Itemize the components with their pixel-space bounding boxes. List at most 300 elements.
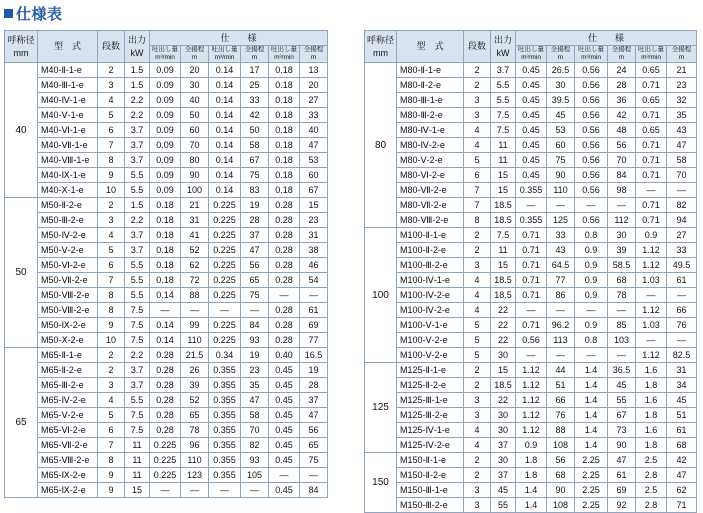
value-cell: 0.18 <box>150 243 181 258</box>
value-cell: 0.9 <box>575 243 608 258</box>
value-cell: 80 <box>181 153 209 168</box>
value-cell: 9 <box>98 318 125 333</box>
value-cell: 0.355 <box>516 213 547 228</box>
value-cell: — <box>575 303 608 318</box>
value-cell: 1.5 <box>125 63 150 78</box>
value-cell: 52 <box>181 243 209 258</box>
value-cell: — <box>636 183 667 198</box>
model-cell: M80-Ⅴ-2-e <box>397 153 464 168</box>
value-cell: 2.2 <box>125 93 150 108</box>
table-row <box>5 333 328 348</box>
value-cell: 0.18 <box>150 258 181 273</box>
value-cell: 61 <box>667 273 697 288</box>
value-cell: — <box>181 483 209 498</box>
model-cell: M50-Ⅴ-2-e <box>38 243 98 258</box>
value-cell: — <box>181 303 209 318</box>
value-cell: 3.7 <box>125 153 150 168</box>
table-row <box>5 423 328 438</box>
value-cell: 1.8 <box>636 408 667 423</box>
value-cell: 56 <box>241 258 269 273</box>
value-cell: 90 <box>547 483 575 498</box>
value-cell: 30 <box>491 348 516 363</box>
model-cell: M40-Ⅷ-1-e <box>38 153 98 168</box>
value-cell: 0.28 <box>150 393 181 408</box>
table-row <box>5 258 328 273</box>
value-cell: 3 <box>98 78 125 93</box>
value-cell: 113 <box>547 333 575 348</box>
model-cell: M40-Ⅹ-1-e <box>38 183 98 198</box>
value-cell: 0.18 <box>269 123 300 138</box>
value-cell: 0.225 <box>209 273 241 288</box>
value-cell: 35 <box>667 108 697 123</box>
spec-table-left-body <box>5 63 328 498</box>
table-row <box>365 213 697 228</box>
value-cell: 93 <box>241 453 269 468</box>
value-cell: 2.25 <box>575 498 608 513</box>
value-cell: 7.5 <box>125 408 150 423</box>
header-head <box>300 46 328 63</box>
value-cell: 60 <box>547 138 575 153</box>
model-cell: M150-Ⅱ-2-e <box>397 468 464 483</box>
value-cell: 6 <box>98 123 125 138</box>
value-cell: 6 <box>464 168 491 183</box>
value-cell: 0.56 <box>575 153 608 168</box>
value-cell: 0.355 <box>209 468 241 483</box>
model-cell: M50-Ⅵ-2-e <box>38 258 98 273</box>
model-cell: M65-Ⅲ-2-e <box>38 378 98 393</box>
value-cell: 5.5 <box>125 393 150 408</box>
value-cell: 0.355 <box>209 438 241 453</box>
value-cell: 3 <box>464 108 491 123</box>
value-cell: 46 <box>300 258 328 273</box>
value-cell: 103 <box>608 333 636 348</box>
table-row <box>5 483 328 498</box>
value-cell: 1.03 <box>636 273 667 288</box>
value-cell: 22 <box>491 303 516 318</box>
header-discharge <box>269 46 300 63</box>
model-cell: M65-Ⅶ-2-e <box>38 438 98 453</box>
value-cell: 11 <box>125 468 150 483</box>
model-cell: M40-Ⅸ-1-e <box>38 168 98 183</box>
value-cell: — <box>300 468 328 483</box>
value-cell: 0.09 <box>150 153 181 168</box>
value-cell: 3.7 <box>125 138 150 153</box>
value-cell: 2.2 <box>125 108 150 123</box>
value-cell: 5 <box>98 243 125 258</box>
header-output-unit: kW <box>496 47 510 58</box>
value-cell: 2 <box>98 63 125 78</box>
model-cell: M150-Ⅲ-2-e <box>397 498 464 513</box>
value-cell: 1.03 <box>636 318 667 333</box>
value-cell: 17 <box>241 63 269 78</box>
table-row <box>5 408 328 423</box>
value-cell: 0.18 <box>269 138 300 153</box>
value-cell: 0.28 <box>269 258 300 273</box>
page-title <box>4 3 63 23</box>
value-cell: 70 <box>241 423 269 438</box>
value-cell: 47 <box>667 468 697 483</box>
table-row <box>365 348 697 363</box>
table-row <box>5 303 328 318</box>
value-cell: 110 <box>547 183 575 198</box>
value-cell: 30 <box>181 78 209 93</box>
table-row <box>365 228 697 243</box>
value-cell: — <box>516 198 547 213</box>
value-cell: 0.09 <box>150 168 181 183</box>
value-cell: 2.25 <box>575 453 608 468</box>
value-cell: 3.7 <box>125 243 150 258</box>
value-cell: 20 <box>300 78 328 93</box>
value-cell: 39.5 <box>547 93 575 108</box>
value-cell: 0.9 <box>575 318 608 333</box>
table-row <box>5 63 328 78</box>
value-cell: 0.225 <box>209 318 241 333</box>
value-cell: 0.45 <box>516 93 547 108</box>
value-cell: 0.45 <box>516 153 547 168</box>
value-cell: 0.45 <box>516 138 547 153</box>
header-discharge-label: 吐出し量 <box>271 46 297 53</box>
value-cell: 3.7 <box>125 228 150 243</box>
header-head <box>667 46 697 63</box>
header-discharge <box>636 46 667 63</box>
value-cell: 0.45 <box>269 423 300 438</box>
value-cell: 30 <box>608 228 636 243</box>
value-cell: 0.65 <box>636 93 667 108</box>
value-cell: 7 <box>98 273 125 288</box>
title-square-icon <box>4 9 13 18</box>
value-cell: 7 <box>98 438 125 453</box>
model-cell: M125-Ⅳ-1-e <box>397 423 464 438</box>
value-cell: 75 <box>241 168 269 183</box>
model-cell: M65-Ⅱ-2-e <box>38 363 98 378</box>
value-cell: 5 <box>98 108 125 123</box>
value-cell: 0.65 <box>636 123 667 138</box>
value-cell: 34 <box>667 378 697 393</box>
value-cell: 2.5 <box>636 453 667 468</box>
value-cell: 0.14 <box>209 108 241 123</box>
value-cell: 94 <box>667 213 697 228</box>
value-cell: 47 <box>241 243 269 258</box>
value-cell: 0.09 <box>150 108 181 123</box>
value-cell: — <box>269 468 300 483</box>
value-cell: 2 <box>464 468 491 483</box>
header-head <box>181 46 209 63</box>
value-cell: 7.5 <box>125 333 150 348</box>
value-cell: 0.45 <box>516 78 547 93</box>
value-cell: — <box>516 348 547 363</box>
value-cell: 1.4 <box>575 438 608 453</box>
table-row <box>5 123 328 138</box>
value-cell: 0.355 <box>209 378 241 393</box>
value-cell: 90 <box>608 438 636 453</box>
diameter-cell: 65 <box>5 348 38 498</box>
value-cell: 2.25 <box>575 483 608 498</box>
value-cell: 96.2 <box>547 318 575 333</box>
value-cell: 37 <box>491 468 516 483</box>
value-cell: 1.4 <box>575 393 608 408</box>
value-cell: 69 <box>608 483 636 498</box>
value-cell: 7.5 <box>491 108 516 123</box>
value-cell: 9 <box>98 168 125 183</box>
model-cell: M100-Ⅴ-1-e <box>397 318 464 333</box>
value-cell: — <box>547 348 575 363</box>
value-cell: 22 <box>491 393 516 408</box>
table-row <box>5 393 328 408</box>
value-cell: 15 <box>491 183 516 198</box>
value-cell: 0.18 <box>269 63 300 78</box>
value-cell: 1.4 <box>516 483 547 498</box>
value-cell: 53 <box>300 153 328 168</box>
model-cell: M100-Ⅱ-2-e <box>397 243 464 258</box>
value-cell: 5.5 <box>125 168 150 183</box>
model-cell: M100-Ⅴ-2-e <box>397 348 464 363</box>
value-cell: 76 <box>667 318 697 333</box>
model-cell: M100-Ⅳ-2-e <box>397 303 464 318</box>
header-head-label: 全揚程 <box>244 46 265 53</box>
value-cell: — <box>150 483 181 498</box>
value-cell: 0.225 <box>150 468 181 483</box>
value-cell: 0.28 <box>269 213 300 228</box>
value-cell: 2.2 <box>125 348 150 363</box>
value-cell: 2 <box>464 78 491 93</box>
value-cell: 0.225 <box>209 213 241 228</box>
value-cell: 21 <box>181 198 209 213</box>
value-cell: 0.45 <box>269 483 300 498</box>
table-row <box>5 198 328 213</box>
value-cell: 64.5 <box>547 258 575 273</box>
value-cell: 2.8 <box>636 498 667 513</box>
value-cell: 112 <box>608 213 636 228</box>
table-row <box>5 273 328 288</box>
value-cell: 15 <box>491 363 516 378</box>
model-cell: M65-Ⅷ-2-e <box>38 453 98 468</box>
model-cell: M80-Ⅷ-2-e <box>397 213 464 228</box>
diameter-cell: 50 <box>5 198 38 348</box>
value-cell: 1.8 <box>636 438 667 453</box>
value-cell: 23 <box>667 78 697 93</box>
value-cell: 96 <box>181 438 209 453</box>
value-cell: 15 <box>125 483 150 498</box>
table-row <box>5 348 328 363</box>
model-cell: M80-Ⅲ-2-e <box>397 108 464 123</box>
value-cell: 3.7 <box>125 378 150 393</box>
value-cell: 0.56 <box>575 183 608 198</box>
value-cell: 21.5 <box>181 348 209 363</box>
value-cell: 45 <box>667 393 697 408</box>
value-cell: 5 <box>464 333 491 348</box>
value-cell: 50 <box>241 123 269 138</box>
model-cell: M125-Ⅲ-1-e <box>397 393 464 408</box>
value-cell: 19 <box>241 198 269 213</box>
value-cell: 15 <box>491 258 516 273</box>
value-cell: — <box>667 288 697 303</box>
value-cell: — <box>575 348 608 363</box>
value-cell: — <box>547 198 575 213</box>
model-cell: M40-Ⅲ-1-e <box>38 78 98 93</box>
value-cell: 62 <box>667 483 697 498</box>
value-cell: 0.14 <box>209 168 241 183</box>
value-cell: 13 <box>300 63 328 78</box>
value-cell: 7.5 <box>125 423 150 438</box>
value-cell: 52 <box>181 393 209 408</box>
header-spec: 仕 様 <box>516 31 697 46</box>
value-cell: 2.25 <box>575 468 608 483</box>
value-cell: 3 <box>464 393 491 408</box>
value-cell: 0.225 <box>150 438 181 453</box>
value-cell: 2 <box>464 228 491 243</box>
model-cell: M80-Ⅶ-2-e <box>397 183 464 198</box>
header-spec: 仕 様 <box>150 31 328 46</box>
header-head-unit: m <box>557 54 564 61</box>
value-cell: — <box>209 483 241 498</box>
value-cell: 27 <box>667 228 697 243</box>
value-cell: 0.34 <box>209 348 241 363</box>
table-row <box>365 123 697 138</box>
value-cell: 0.28 <box>269 333 300 348</box>
value-cell: 58 <box>667 153 697 168</box>
table-row <box>5 93 328 108</box>
value-cell: 37 <box>491 438 516 453</box>
value-cell: 7.5 <box>491 123 516 138</box>
header-discharge-unit: m³/min <box>274 54 294 61</box>
value-cell: 23 <box>241 363 269 378</box>
value-cell: 18.5 <box>491 198 516 213</box>
value-cell: 0.18 <box>150 228 181 243</box>
value-cell: 7.5 <box>491 228 516 243</box>
model-cell: M50-Ⅹ-2-e <box>38 333 98 348</box>
table-row <box>365 363 697 378</box>
value-cell: 5 <box>98 408 125 423</box>
value-cell: 0.45 <box>269 363 300 378</box>
value-cell: 0.09 <box>150 78 181 93</box>
value-cell: 0.71 <box>636 138 667 153</box>
value-cell: 88 <box>547 423 575 438</box>
model-cell: M50-Ⅶ-2-e <box>38 273 98 288</box>
table-row <box>365 273 697 288</box>
value-cell: 0.45 <box>269 438 300 453</box>
value-cell: 0.18 <box>269 183 300 198</box>
table-row <box>365 63 697 78</box>
value-cell: 84 <box>300 483 328 498</box>
value-cell: 69 <box>300 318 328 333</box>
value-cell: 0.28 <box>150 423 181 438</box>
value-cell: 2.2 <box>125 213 150 228</box>
value-cell: 0.28 <box>150 348 181 363</box>
model-cell: M80-Ⅱ-2-e <box>397 78 464 93</box>
value-cell: 20 <box>181 63 209 78</box>
value-cell: — <box>516 303 547 318</box>
header-diameter-unit: mm <box>13 47 29 58</box>
value-cell: 47 <box>300 408 328 423</box>
model-cell: M80-Ⅶ-2-e <box>397 198 464 213</box>
value-cell: 0.71 <box>636 78 667 93</box>
value-cell: 84 <box>608 168 636 183</box>
value-cell: 56 <box>608 138 636 153</box>
value-cell: 0.14 <box>209 153 241 168</box>
value-cell: 78 <box>608 288 636 303</box>
value-cell: 8 <box>98 153 125 168</box>
value-cell: 86 <box>547 288 575 303</box>
value-cell: 8 <box>464 213 491 228</box>
table-row <box>365 423 697 438</box>
value-cell: 0.71 <box>636 153 667 168</box>
value-cell: 65 <box>241 273 269 288</box>
table-row <box>5 438 328 453</box>
value-cell: 0.9 <box>575 258 608 273</box>
value-cell: 1.8 <box>516 468 547 483</box>
value-cell: — <box>608 198 636 213</box>
value-cell: 0.225 <box>209 198 241 213</box>
value-cell: 9 <box>98 468 125 483</box>
value-cell: 72 <box>181 273 209 288</box>
value-cell: 4 <box>464 273 491 288</box>
model-cell: M80-Ⅳ-2-e <box>397 138 464 153</box>
value-cell: 0.8 <box>575 228 608 243</box>
value-cell: — <box>241 303 269 318</box>
header-head <box>241 46 269 63</box>
value-cell: 0.9 <box>516 438 547 453</box>
value-cell: 3.7 <box>491 63 516 78</box>
value-cell: 0.14 <box>209 78 241 93</box>
header-diameter-label: 呼称径 <box>367 34 395 45</box>
header-head-unit: m <box>191 54 198 61</box>
value-cell: 1.12 <box>516 423 547 438</box>
value-cell: 1.12 <box>516 378 547 393</box>
value-cell: 0.71 <box>636 108 667 123</box>
value-cell: 1.12 <box>636 258 667 273</box>
value-cell: 1.12 <box>636 303 667 318</box>
value-cell: 11 <box>125 453 150 468</box>
value-cell: 0.8 <box>575 333 608 348</box>
value-cell: 3.7 <box>125 123 150 138</box>
value-cell: 0.45 <box>516 168 547 183</box>
header-head <box>608 46 636 63</box>
value-cell: 0.18 <box>269 93 300 108</box>
value-cell: 58 <box>241 408 269 423</box>
header-discharge <box>209 46 241 63</box>
value-cell: 60 <box>181 123 209 138</box>
value-cell: 0.45 <box>269 378 300 393</box>
value-cell: — <box>608 348 636 363</box>
table-row <box>5 318 328 333</box>
value-cell: 3 <box>464 93 491 108</box>
model-cell: M80-Ⅳ-1-e <box>397 123 464 138</box>
value-cell: 5.5 <box>491 78 516 93</box>
value-cell: 4 <box>464 288 491 303</box>
value-cell: 0.225 <box>209 333 241 348</box>
value-cell: 0.355 <box>209 363 241 378</box>
value-cell: 51 <box>547 378 575 393</box>
value-cell: 88 <box>181 288 209 303</box>
value-cell: 0.56 <box>516 333 547 348</box>
value-cell: 0.09 <box>150 63 181 78</box>
model-cell: M125-Ⅱ-2-e <box>397 378 464 393</box>
header-discharge-label: 吐出し量 <box>638 46 665 53</box>
value-cell: 0.65 <box>636 63 667 78</box>
value-cell: 0.355 <box>209 453 241 468</box>
header-model: 型 式 <box>38 31 98 63</box>
value-cell: 18.5 <box>491 378 516 393</box>
model-cell: M40-Ⅶ-1-e <box>38 138 98 153</box>
value-cell: 43 <box>667 123 697 138</box>
value-cell: 1.4 <box>575 378 608 393</box>
spec-table-right <box>364 30 697 513</box>
header-discharge <box>516 46 547 63</box>
value-cell: 66 <box>667 303 697 318</box>
header-diameter <box>365 31 397 63</box>
value-cell: 24 <box>608 63 636 78</box>
value-cell: — <box>269 288 300 303</box>
